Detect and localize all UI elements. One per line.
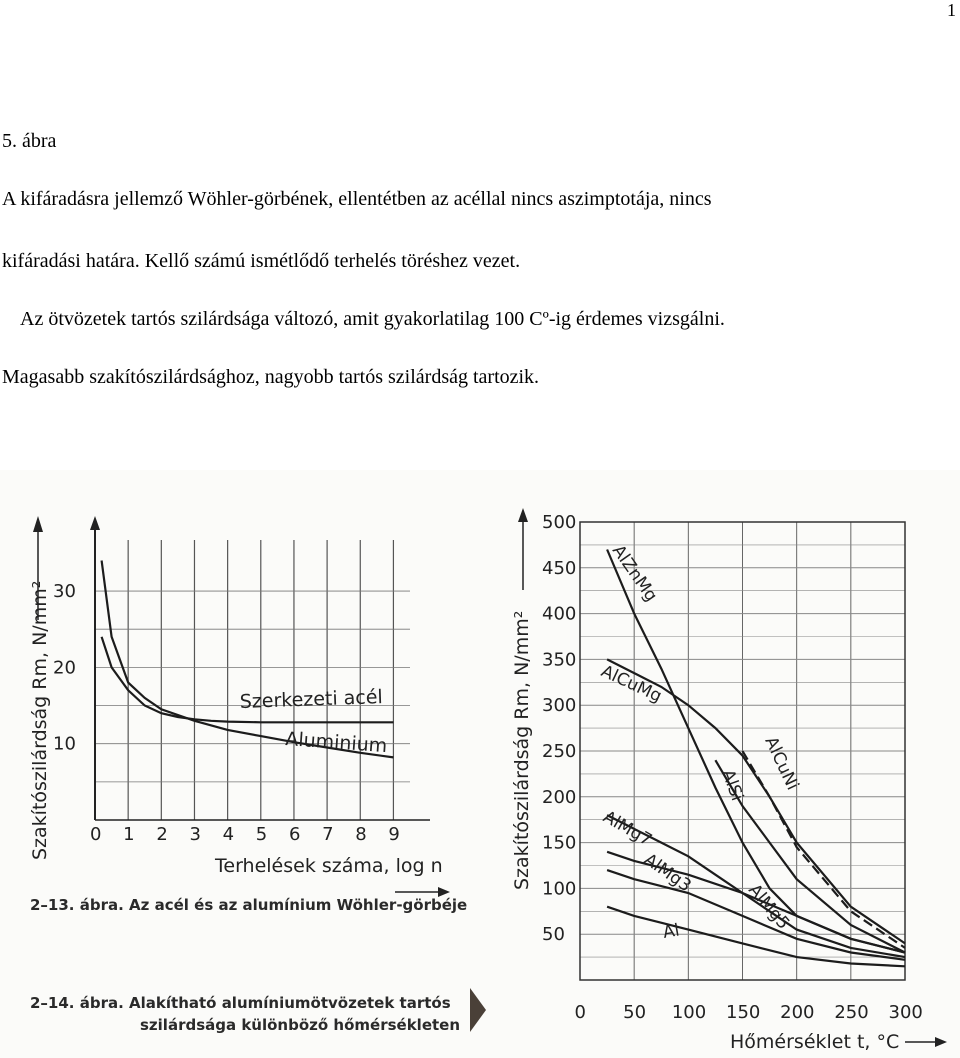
y-tick-label: 200	[542, 786, 577, 808]
series-line-2	[102, 561, 394, 758]
x-tick-label: 9	[388, 824, 400, 845]
x-tick-label: 100	[671, 1002, 707, 1023]
y-tick-label: 250	[542, 741, 577, 762]
y-label-arrow-icon	[518, 508, 528, 522]
y-axis-label: Szakítószilárdság Rm, N/mm²	[29, 580, 51, 860]
x-tick-label: 1	[123, 824, 135, 845]
x-axis-label: Hőmérséklet t, °C	[730, 1031, 900, 1053]
series-label-almg3: AlMg3	[640, 849, 695, 897]
paragraph-3: Magasabb szakítószilárdsághoz, nagyobb tartós szilárdság tartozik.	[2, 366, 540, 388]
paragraph-1-line-1: A kifáradásra jellemző Wöhler-görbének, ellentétben az acéllal nincs aszimptotája, nincs	[2, 188, 712, 210]
y-axis-label: Szakítószilárdság Rm, N/mm²	[511, 610, 533, 890]
y-tick-label: 400	[542, 603, 577, 625]
x-tick-label: 0	[90, 824, 102, 845]
x-tick-label: 50	[623, 1002, 647, 1023]
series-label-alsi: AlSi	[717, 766, 747, 804]
series-label-almg7: AlMg7	[599, 807, 656, 851]
caption-2-13: 2–13. ábra. Az acél és az alumínium Wöhler-görbéje	[30, 896, 468, 914]
x-tick-label: 300	[888, 1002, 923, 1023]
caption-2-14-line-1: 2–14. ábra. Alakítható alumíniumötvözetek tartós	[30, 994, 451, 1012]
y-tick-label: 450	[542, 557, 577, 579]
caption-2-14-line-2: szilárdsága különböző hőmérsékleten	[140, 1016, 461, 1034]
series-label-alcumg: AlCuMg	[597, 661, 665, 707]
series-label-1: Szerkezeti acél	[239, 686, 384, 713]
x-tick-label: 0	[574, 1002, 586, 1023]
y-tick-label: 350	[542, 649, 577, 671]
x-tick-label: 2	[156, 824, 168, 845]
y-axis-arrow-icon	[90, 516, 100, 530]
series-label-almg5: AlMg5	[744, 880, 794, 934]
y-tick-label: 500	[542, 512, 577, 533]
y-tick-label: 10	[53, 733, 76, 755]
aluminium-temperature-chart	[511, 508, 947, 1053]
x-axis-arrow-icon	[935, 1037, 947, 1047]
caption-arrow-icon	[470, 988, 486, 1032]
y-tick-label: 50	[542, 924, 565, 946]
page-number: 1	[947, 0, 956, 20]
x-tick-label: 150	[726, 1002, 761, 1023]
y-tick-label: 300	[542, 695, 577, 717]
paragraph-2: Az ötvözetek tartós szilárdsága változó, amit gyakorlatilag 100 Cº-ig érdemes vizsgálni.	[20, 308, 725, 330]
paragraph-1-line-2: kifáradási határa. Kellő számú ismétlődő terhelés töréshez vezet.	[2, 250, 521, 272]
x-tick-label: 3	[189, 824, 201, 845]
y-tick-label: 30	[53, 581, 76, 603]
y-tick-label: 100	[542, 878, 577, 900]
x-tick-label: 7	[322, 824, 334, 845]
scanned-figure	[0, 470, 960, 1058]
y-tick-label: 150	[542, 832, 577, 854]
x-tick-label: 4	[222, 824, 235, 845]
figure-heading: 5. ábra	[2, 130, 57, 152]
wohler-chart	[29, 516, 450, 897]
figure-svg	[0, 470, 960, 1058]
x-axis-label: Terhelések száma, log n	[215, 855, 443, 877]
series-label-2: Aluminium	[284, 728, 388, 758]
x-tick-label: 250	[834, 1002, 869, 1023]
x-tick-label: 8	[355, 824, 367, 845]
series-label-alznmg: AlZnMg	[607, 541, 662, 606]
x-tick-label: 200	[780, 1002, 815, 1023]
x-tick-label: 6	[288, 824, 301, 845]
x-tick-label: 5	[255, 824, 268, 845]
series-label-al: Al	[661, 920, 681, 943]
series-label-alcuni: AlCuNi	[760, 733, 803, 794]
y-tick-label: 20	[53, 657, 76, 679]
y-label-arrow-icon	[33, 516, 43, 532]
